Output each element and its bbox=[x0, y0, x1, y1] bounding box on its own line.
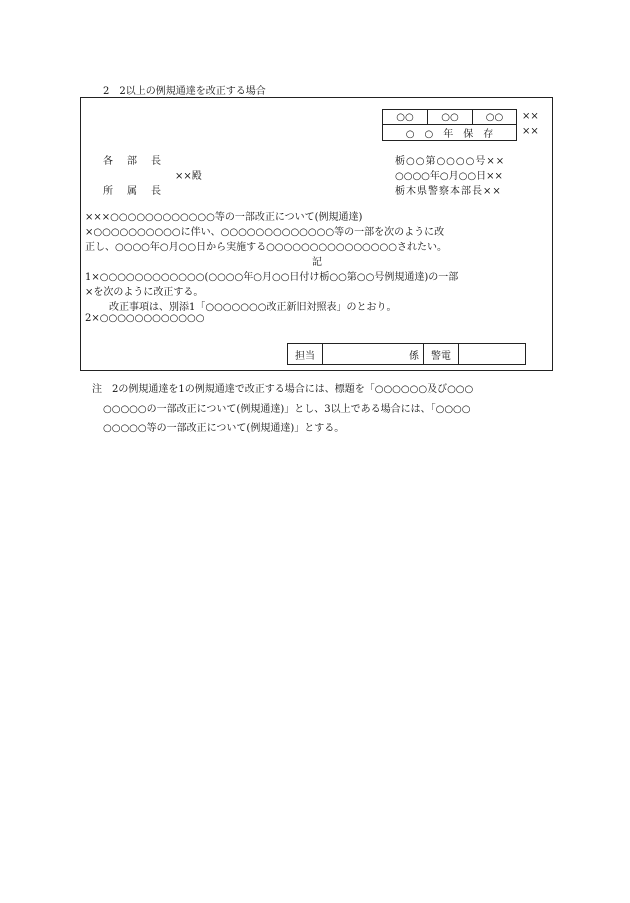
keiden-label: 警電 bbox=[424, 344, 459, 365]
addressee-dono: ××殿 bbox=[175, 171, 202, 182]
classification-mark: ×× bbox=[522, 111, 539, 122]
item-2: 2×○○○○○○○○○○○○ bbox=[85, 313, 205, 324]
section-heading: 2 2以上の例規通達を改正する場合 bbox=[103, 86, 266, 97]
issue-date: ○○○○年○月○○日×× bbox=[395, 171, 503, 182]
class-cell: ○○ bbox=[383, 110, 428, 125]
contact-box bbox=[287, 343, 526, 365]
item-1-continued: ×を次のように改正する。 bbox=[85, 287, 204, 298]
note-line: 注 2の例規通達を1の例規通達で改正する場合には、標題を「○○○○○○及び○○○ bbox=[92, 384, 474, 395]
sender: 栃木県警察本部長×× bbox=[395, 186, 502, 197]
class-cell: ○○ bbox=[428, 110, 473, 125]
note-line: ○○○○○の一部改正について(例規通達)」とし、3以上である場合には、「○○○○ bbox=[103, 404, 471, 415]
item-1-detail: 改正事項は、別添1「○○○○○○○改正新旧対照表」のとおり。 bbox=[109, 302, 397, 313]
addressee-bucho: 各 部 長 bbox=[103, 156, 163, 167]
note-line: ○○○○○等の一部改正について(例規通達)」とする。 bbox=[103, 423, 345, 434]
addressee-shozokucho: 所 属 長 bbox=[103, 186, 163, 197]
retention-period: ○ ○ 年 保 存 bbox=[383, 125, 517, 141]
classification-mark: ×× bbox=[522, 126, 539, 137]
kakari-label: 係 bbox=[323, 344, 424, 365]
keiden-number bbox=[459, 344, 526, 365]
ki-marker: 記 bbox=[312, 257, 322, 268]
body-paragraph: 正し、○○○○年○月○○日から実施する○○○○○○○○○○○○○○○されたい。 bbox=[85, 242, 447, 253]
classification-box bbox=[382, 109, 517, 141]
tanto-label: 担当 bbox=[288, 344, 323, 365]
item-1: 1×○○○○○○○○○○○○(○○○○年○月○○日付け栃○○第○○号例規通達)の一部 bbox=[85, 272, 459, 283]
body-paragraph: ×○○○○○○○○○○に伴い、○○○○○○○○○○○○○等の一部を次のように改 bbox=[85, 227, 445, 238]
class-cell: ○○ bbox=[473, 110, 517, 125]
document-number: 栃○○第○○○○号×× bbox=[395, 156, 506, 167]
document-title: ×××○○○○○○○○○○○○等の一部改正について(例規通達) bbox=[85, 212, 363, 223]
